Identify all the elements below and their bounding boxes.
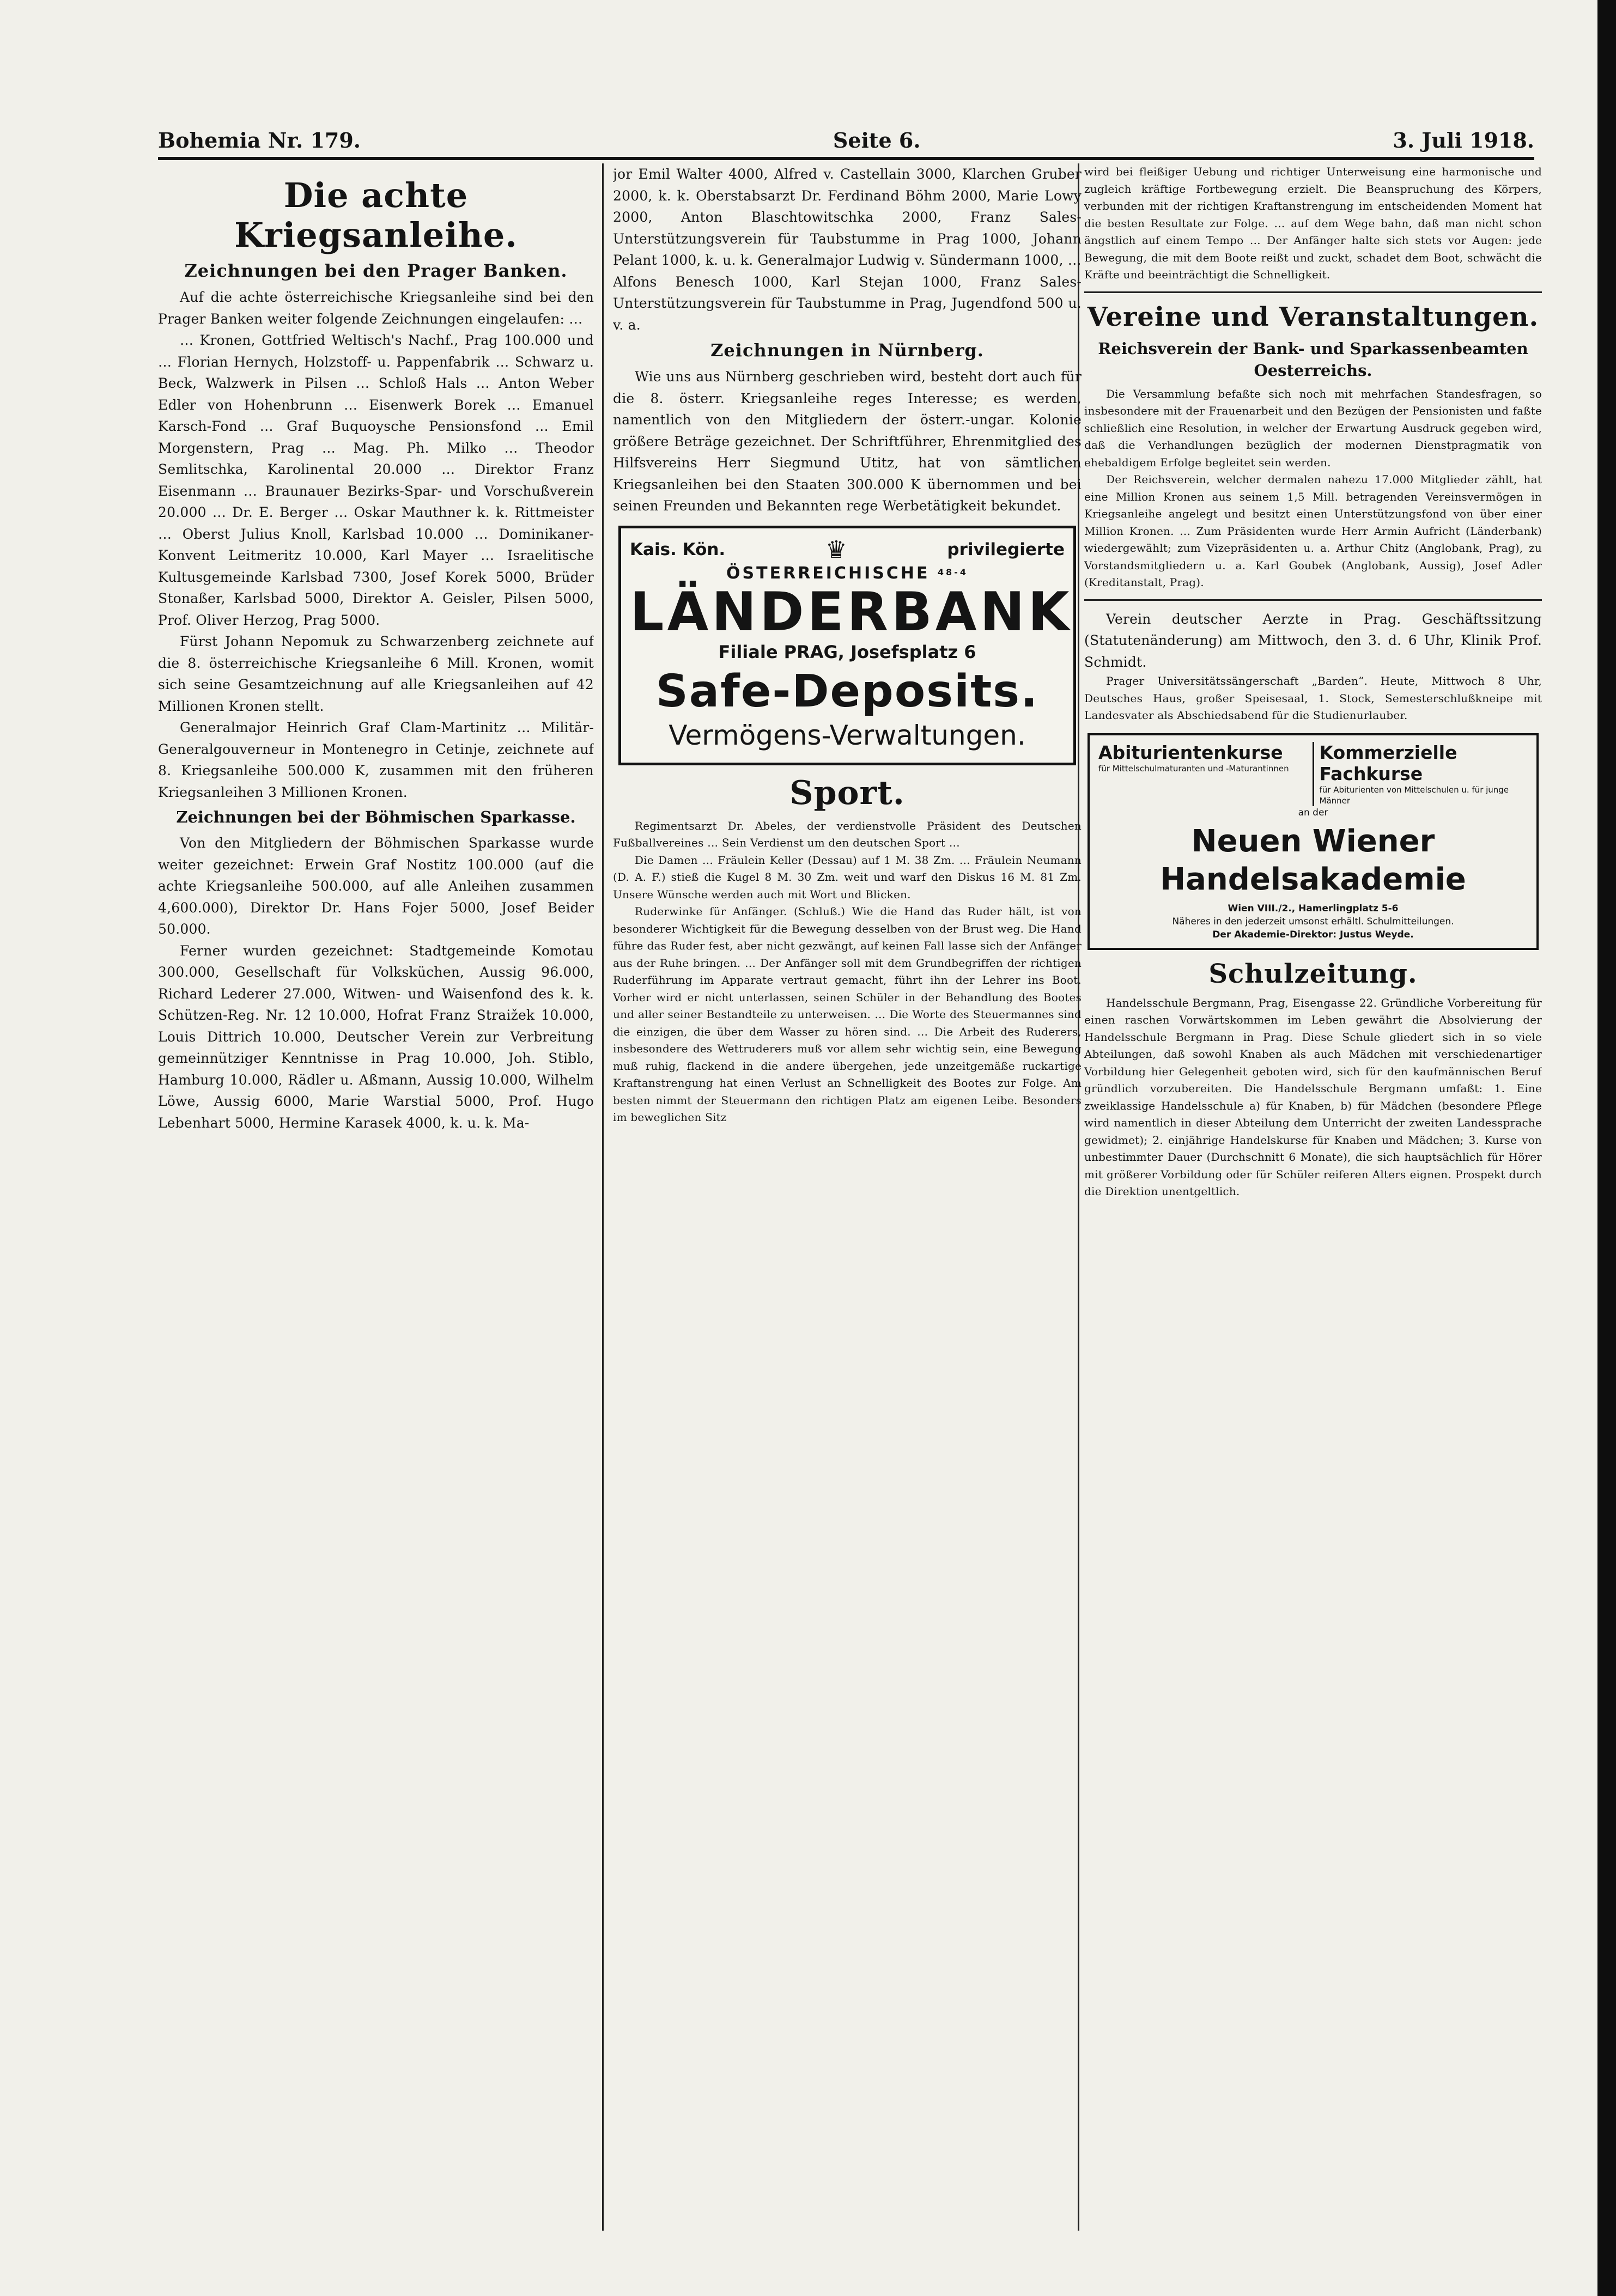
- ad-number: 48-4: [937, 567, 968, 577]
- ad-fachkurse-note: für Abiturienten von Mittelschulen u. für junge Männer: [1319, 784, 1509, 806]
- ad-privilegierte: privilegierte: [947, 540, 1065, 559]
- paragraph: … Kronen, Gottfried Weltisch's Nachf., Prag 100.000 und … Florian Hernych, Holzstoff- u. Pappenfabrik … Schwarz u. Beck, Walzwerk in Pilsen … Schloß Hals … Anton Weber Edler von Hohenbrunn … Eisenwerk Borek … Emanuel Karsch-Fond … Graf Buquoysche Pensionsfond … Emil Morgenstern, Prag … Mag. Ph. Milko … Theodor Semlitschka, Karolinental 20.000 … Direktor Franz Eisenmann … Braunauer Bezirks-Spar- und Vorschußverein 20.000 … Dr. E. Berger … Oskar Mauthner k. k. Rittmeister … Oberst Julius Knoll, Karlsbad 10.000 … Dominikaner-Konvent Leitmeritz 10.000, Karl Mayer … Israelitische Kultusgemeinde Karlsbad 7300, Josef Korek 5000, Brüder Stonaßer, Karlsbad 5000, Direktor A. Geisler, Pilsen 5000, Prof. Oliver Herzog, Prag 5000.: [158, 332, 594, 628]
- paragraph: Prager Universitätssängerschaft „Barden“. Heute, Mittwoch 8 Uhr, Deutsches Haus, großer Speisesaal, 1. Stock, Semesterschlußkneipe mit Landesvater als Abschiedsabend für die Studienurlauber.: [1084, 674, 1542, 722]
- paragraph: wird bei fleißiger Uebung und richtiger Unterweisung eine harmonische und zugleich kräftige Fortbewegung erzielt. Die Beanspruchung des Körpers, verbunden mit der richtigen Kraftanstrengung im entscheidenden Moment hat die besten Resultate zur Folge. … auf dem Wege bahn, daß man nicht schon ängstlich auf einem Tempo … Der Anfänger halte sich stets vor Augen: jede Bewegung, die mit dem Boote reißt und zuckt, schadet dem Boot, schwächt die Kräfte und beeinträchtigt die Schnelligkeit.: [1084, 165, 1542, 281]
- ad-safe-deposits: Safe-Deposits.: [655, 665, 1039, 717]
- paragraph: Der Reichsverein, welcher dermalen nahezu 17.000 Mitglieder zählt, hat eine Million Kronen aus seinem 1,5 Mill. betragenden Vereinsvermögen in Kriegsanleihe angelegt und besitzt einen Unterstützungsfond von über einer Million Kronen. … Zum Präsidenten wurde Herr Armin Aufricht (Länderbank) wiedergewählt; zum Vizepräsidenten u. a. Arthur Chitz (Anglobank, Prag), zu Vorstandsmitgliedern u. a. Karl Goubek (Anglobank, Aussig), Josef Adler (Kreditanstalt, Prag).: [1084, 473, 1542, 589]
- paragraph: Die Versammlung befaßte sich noch mit mehrfachen Standesfragen, so insbesondere mit der Frauenarbeit und den Bezügen der Pensionisten und faßte schließlich eine Resolution, in welcher der Erwartung Ausdruck gegeben wird, daß die Verhandlungen bezüglich der modernen Dienstpragmatik von ehebaldigem Erfolge begleitet sein werden.: [1084, 387, 1542, 469]
- header-rule: [158, 157, 1534, 160]
- section-title-sport: Sport.: [789, 774, 905, 812]
- column-1: [158, 163, 594, 2231]
- header-date: 3. Juli 1918.: [1393, 128, 1534, 153]
- paragraph: Verein deutscher Aerzte in Prag. Geschäftssitzung (Statutenänderung) am Mittwoch, den 3. d. 6 Uhr, Klinik Prof. Schmidt.: [1084, 611, 1542, 670]
- paragraph: Auf die achte österreichische Kriegsanleihe sind bei den Prager Banken weiter folgende Zeichnungen eingelaufen: …: [158, 289, 594, 327]
- handelsakademie-advertisement: [1088, 733, 1539, 950]
- paragraph: jor Emil Walter 4000, Alfred v. Castellain 3000, Klarchen Gruber 2000, k. k. Oberstabsarzt Dr. Ferdinand Böhm 2000, Marie Lowy 2000, Anton Blaschtowitschka 2000, Franz Sales-Unterstützungsverein für Taubstumme in Prag 1000, Johann Pelant 1000, k. u. k. Generalmajor Ludwig v. Sündermann 1000, … Alfons Benesch 1000, Karl Stejan 1000, Franz Sales-Unterstützungsverein für Taubstumme in Prag, Jugendfond 500 u. v. a.: [613, 166, 1082, 333]
- ad-fachkurse: Kommerzielle Fachkurse: [1319, 741, 1457, 784]
- header-page-number: Seite 6.: [833, 128, 921, 153]
- paragraph: Handelsschule Bergmann, Prag, Eisengasse 22. Gründliche Vorbereitung für einen raschen Vorwärtskommen im Leben gewährt die Absolvierung der Handelsschule Bergmann in Prag. Diese Schule gliedert sich in so viele Abteilungen, daß sowohl Knaben als auch Mädchen mit verschiedenartiger Vorbildung hier Gelegenheit geboten wird, sich für den kaufmännischen Beruf gründlich vorzubereiten. Die Handelsschule Bergmann umfaßt: 1. Eine zweiklassige Handelsschule a) für Knaben, b) für Mädchen (besondere Pflege wird namentlich in dieser Abteilung dem Unterricht der zweiten Landessprache gewidmet); 2. einjährige Handelskurse für Knaben und Mädchen; 3. Kurse von unbestimmter Dauer (Durchschnitt 6 Monate), die sich hauptsächlich für Hörer mit größerer Vorbildung oder für Schüler reiferen Alters eignen. Prospekt durch die Direktion unentgeltlich.: [1084, 996, 1542, 1198]
- paragraph: Ferner wurden gezeichnet: Stadtgemeinde Komotau 300.000, Gesellschaft für Volksküchen, Aussig 96.000, Richard Lederer 27.000, Witwen- und Waisenfond des k. k. Schützen-Reg. Nr. 12 10.000, Hofrat Franz Straižek 10.000, Louis Dittrich 10.000, Deutscher Verein zur Verbreitung gemeinnütziger Kenntnisse in Prag 10.000, Joh. Stiblo, Hamburg 10.000, Rädler u. Aßmann, Aussig 10.000, Wilhelm Löwe, Aussig 6000, Marie Warstial 5000, Prof. Hugo Lebenhart 5000, Hermine Karasek 4000, k. u. k. Ma-: [158, 942, 594, 1131]
- ad-info: Näheres in den jederzeit umsonst erhältl. Schulmitteilungen.: [1172, 916, 1454, 927]
- column-divider: [602, 163, 604, 2231]
- ad-address: Wien VIII./2., Hamerlingplatz 5-6: [1228, 903, 1399, 914]
- ad-abiturientenkurse-note: für Mittelschulmaturanten und -Maturantinnen: [1098, 763, 1289, 774]
- ad-abiturientenkurse: Abiturientenkurse: [1098, 741, 1283, 763]
- paragraph: Regimentsarzt Dr. Abeles, der verdienstvolle Präsident des Deutschen Fußballvereines … Sein Verdienst um den deutschen Sport …: [613, 819, 1082, 849]
- paragraph: Die Damen … Fräulein Keller (Dessau) auf 1 M. 38 Zm. … Fräulein Neumann (D. A. F.) stieß die Kugel 8 M. 30 Zm. weit und warf den Diskus 16 M. 81 Zm. Unsere Wünsche werden auch mit Wort und Blicken.: [613, 853, 1082, 901]
- page-header: [158, 114, 1534, 153]
- subheading-reichsverein: Reichsverein der Bank- und Sparkassenbeamten Oesterreichs.: [1098, 339, 1528, 380]
- article-title-kriegsanleihe: Die achte Kriegsanleihe.: [234, 175, 518, 255]
- ad-akademie-name: Neuen Wiener Handelsakademie: [1160, 823, 1466, 897]
- ad-direktor: Der Akademie-Direktor: Justus Weyde.: [1212, 929, 1414, 940]
- paragraph: Wie uns aus Nürnberg geschrieben wird, besteht dort auch für die 8. österr. Kriegsanleihe reges Interesse; es werden, namentlich von den Mitgliedern der österr.-ungar. Kolonie größere Beträge gezeichnet. Der Schriftführer, Ehrenmitglied des Hilfsvereins Herr Siegmund Utitz, hat von sämtlichen Kriegsanleihen bei den Staaten 300.000 K übernommen und bei seinen Freunden und Bekannten rege Werbetätigkeit bekundet.: [613, 369, 1082, 514]
- subheading-prager-banken: Zeichnungen bei den Prager Banken.: [184, 260, 568, 281]
- laenderbank-advertisement: [618, 526, 1076, 765]
- header-title: Bohemia Nr. 179.: [158, 128, 361, 153]
- subheading-nuernberg: Zeichnungen in Nürnberg.: [710, 340, 984, 361]
- ad-divider: [1313, 742, 1314, 806]
- ad-filiale: Filiale PRAG, Josefsplatz 6: [718, 641, 976, 662]
- section-rule: [1084, 291, 1542, 293]
- ad-oesterreichische: ÖSTERREICHISCHE: [726, 563, 930, 583]
- ad-laenderbank: LÄNDERBANK: [630, 581, 1073, 643]
- column-3: [1084, 163, 1542, 2231]
- ad-vermoegens: Vermögens-Verwaltungen.: [669, 719, 1026, 751]
- section-title-vereine: Vereine und Veranstaltungen.: [1087, 301, 1539, 332]
- ad-kais-kon: Kais. Kön.: [630, 540, 726, 559]
- paragraph: Von den Mitgliedern der Böhmischen Sparkasse wurde weiter gezeichnet: Erwein Graf Nostitz 100.000 (auf die achte Kriegsanleihe 500.000, auf alle Anleihen zusammen 4,600.000), Direktor Dr. Hans Fojer 5000, Josef Beider 50.000.: [158, 835, 594, 937]
- section-rule: [1084, 599, 1542, 601]
- scan-edge: [1597, 0, 1616, 2296]
- column-2: [613, 163, 1082, 2231]
- section-title-schulzeitung: Schulzeitung.: [1208, 958, 1418, 989]
- paragraph: Generalmajor Heinrich Graf Clam-Martinitz … Militär-Generalgouverneur in Montenegro in Cetinje, zeichnete auf 8. Kriegsanleihe 500.000 K, zusammen mit den früheren Kriegsanleihen 3 Millionen Kronen.: [158, 720, 594, 800]
- ad-an-der: an der: [1298, 807, 1328, 818]
- eagle-crest-icon: ♛: [825, 535, 847, 564]
- paragraph: Ruderwinke für Anfänger. (Schluß.) Wie die Hand das Ruder hält, ist von besonderer Wichtigkeit für die Bewegung desselben von der Brust weg. Die Hand führe das Ruder fest, aber nicht gezwängt, auf keinen Fall lasse sich der Anfänger aus der Ruhe bringen. … Der Anfänger soll mit dem Grundbegriffen der richtigen Ruderführung im Apparate vertraut gemacht, führt ihn der Lehrer ins Boot. Vorher wird er nicht unterlassen, seinen Schüler in der Behandlung des Bootes und aller seiner Bestandteile zu unterweisen. … Die Worte des Steuermannes sind die einzigen, die über dem Wasser zu hören sind. … Die Arbeit des Ruderers, insbesondere des Wettruderers muß vor allem sehr wichtig sein, eine Bewegung muß ruhig, flackend in die andere übergehen, jede unzeitgemäße ruckartige Kraftanstrengung hat einen Verlust an Schnelligkeit des Bootes zur Folge. Am besten nimmt der Steuermann den richtigen Platz am eigenen Leibe. Besonders im beweglichen Sitz: [613, 905, 1082, 1124]
- paragraph: Fürst Johann Nepomuk zu Schwarzenberg zeichnete auf die 8. österreichische Kriegsanleihe 6 Mill. Kronen, womit sich seine Gesamtzeichnung auf alle Kriegsanleihen auf 42 Millionen Kronen stellt.: [158, 634, 594, 714]
- subheading-sparkasse: Zeichnungen bei der Böhmischen Sparkasse.: [176, 808, 576, 826]
